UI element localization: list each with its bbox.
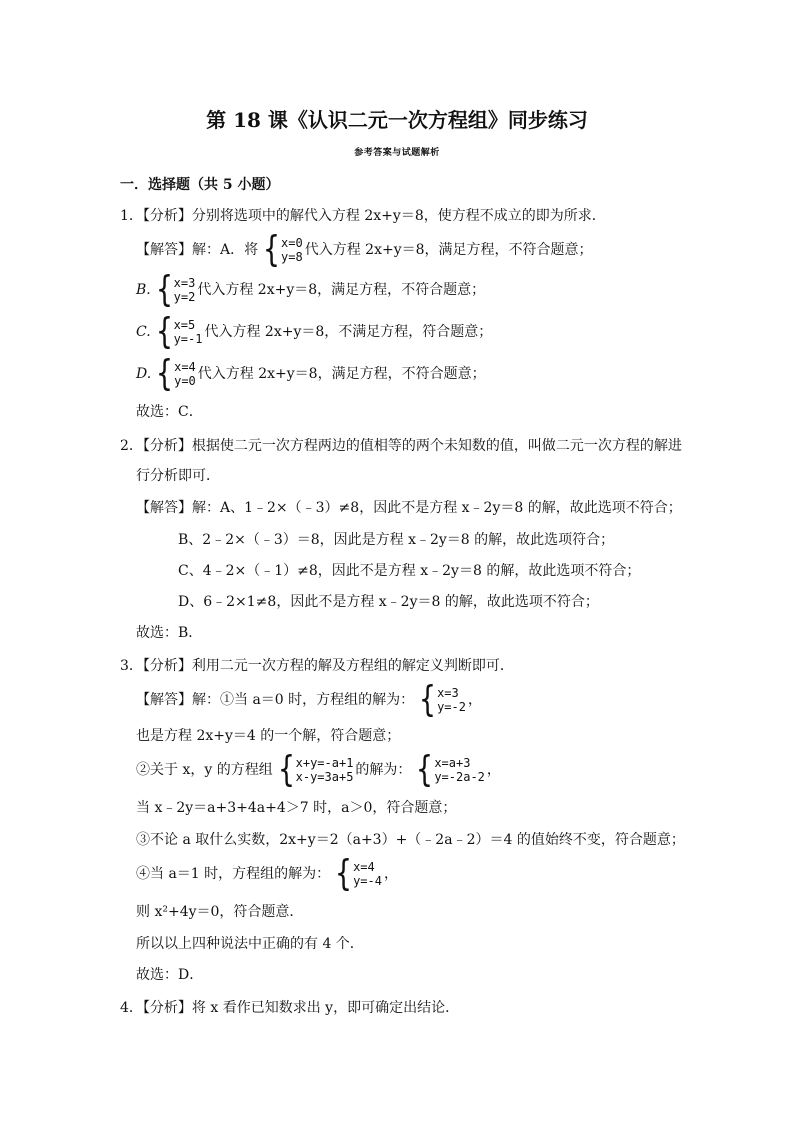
q1-c-pre: C. (136, 324, 151, 340)
brace-icon: { (155, 269, 173, 310)
solution-system (413, 749, 485, 790)
q1-analysis-text: 分别将选项中的解代入方程 2x+y＝8，使方程不成立的即为所求． (191, 208, 606, 224)
equation: y=-4 (353, 874, 382, 888)
q1-b-post: 代入方程 2x+y＝8，满足方程，不符合题意； (197, 282, 486, 298)
equation: x-y=3a+5 (295, 770, 354, 784)
q2-choose: 故选：B． (136, 625, 203, 641)
answer-tag: 【解答】 (136, 692, 192, 708)
equation: y=-2a-2 (434, 770, 485, 784)
q2-analysis-text: 根据使二元一次方程两边的值相等的两个未知数的值，叫做二元一次方程的解进 (191, 438, 682, 454)
q4-analysis-text: 将 x 看作已知数求出 y，即可确定出结论． (191, 1000, 460, 1016)
equation: y=2 (173, 290, 196, 304)
question-number: 3． (120, 658, 143, 674)
q3-s4-post: ， (383, 866, 398, 882)
equation: y=0 (174, 374, 196, 388)
analysis-tag: 【分析】 (142, 208, 192, 224)
q3-choose: 故选：D． (136, 967, 204, 983)
q1-choose: 故选：C． (136, 404, 203, 420)
q1-b-pre: B. (136, 282, 151, 298)
equation: x+y=-a+1 (295, 756, 354, 770)
q3-s2-pre: ②关于 x，y 的方程组 (136, 762, 273, 778)
q2-analysis-cont: 行分析即可． (136, 468, 220, 484)
equation-system (416, 679, 466, 720)
brace-icon: { (335, 853, 353, 894)
brace-icon: { (156, 353, 174, 394)
q1-c-post: 代入方程 2x+y＝8，不满足方程，符合题意； (204, 324, 493, 340)
brace-icon: { (416, 749, 434, 790)
equation-system (153, 353, 196, 394)
equation: x=0 (281, 236, 303, 250)
q1-answer-c (136, 311, 493, 352)
equation: x=3 (173, 276, 196, 290)
analysis-tag: 【分析】 (142, 1000, 192, 1016)
q1-analysis-line (120, 206, 606, 226)
equation: x=5 (173, 318, 196, 332)
q1-d-post: 代入方程 2x+y＝8，满足方程，不符合题意； (197, 366, 486, 382)
q3-summary: 所以以上四种说法中正确的有 4 个． (136, 936, 364, 952)
q1-d-pre: D. (136, 366, 152, 382)
q2-answer-b: B、2﹣2×（﹣3）＝8，因此是方程 x﹣2y＝8 的解，故此选项符合； (178, 532, 615, 548)
q3-statement-3: ③不论 a 取什么实数，2x+y＝2（a+3）+（﹣2a﹣2）＝4 的值始终不变，符合题意； (136, 832, 685, 848)
equation: x=4 (174, 360, 196, 374)
brace-icon: { (277, 749, 295, 790)
q2-answer-c: C、4﹣2×（﹣1）≠8，因此不是方程 x﹣2y＝8 的解，故此选项不符合； (178, 563, 641, 579)
q2-answer-a (136, 498, 682, 518)
q3-statement-1-cont: 也是方程 2x+y＝4 的一个解，符合题意； (136, 728, 401, 744)
equation-system (332, 853, 382, 894)
question-number: 2． (120, 438, 143, 454)
q2-analysis-line (120, 436, 682, 456)
q3-statement-4-cont: 则 x²+4y＝0，符合题意． (136, 904, 304, 920)
q1-a-pre: 解：A．将 (192, 242, 259, 258)
q1-answer-a (136, 229, 593, 270)
equation-system (260, 229, 303, 270)
equation: x=a+3 (434, 756, 471, 770)
q2-a-text: 解：A、1﹣2×（﹣3）≠8，因此不是方程 x﹣2y＝8 的解，故此选项不符合； (192, 500, 682, 516)
q3-statement-2-cont: 当 x﹣2y＝a+3+4a+4＞7 时，a＞0，符合题意； (136, 800, 457, 816)
q3-s1-post: ， (467, 692, 482, 708)
q3-s1-pre: 解：①当 a＝0 时，方程组的解为： (192, 692, 415, 708)
q4-analysis-line (120, 998, 459, 1018)
section-heading: 一．选择题（共 5 小题） (120, 177, 280, 193)
q1-answer-b (136, 269, 486, 310)
equation: x=3 (437, 686, 459, 700)
q3-s2-mid: 的解为： (355, 762, 412, 778)
equation-system (153, 269, 196, 310)
equation: x=4 (353, 860, 375, 874)
equation-system (153, 311, 203, 352)
brace-icon: { (262, 229, 281, 270)
q2-answer-d: D、6﹣2×1≠8，因此不是方程 x﹣2y＝8 的解，故此选项不符合； (178, 594, 599, 610)
q1-a-post: 代入方程 2x+y＝8，满足方程，不符合题意； (304, 242, 593, 258)
answer-tag: 【解答】 (136, 500, 192, 516)
equation-system (275, 749, 354, 790)
answer-tag: 【解答】 (136, 242, 192, 258)
page-subtitle: 参考答案与试题解析 (354, 148, 440, 158)
analysis-tag: 【分析】 (142, 658, 192, 674)
q1-answer-d (136, 353, 486, 394)
equation: y=8 (281, 250, 303, 264)
brace-icon: { (155, 311, 173, 352)
equation: y=-2 (437, 700, 466, 714)
question-number: 1． (120, 208, 143, 224)
analysis-tag: 【分析】 (142, 438, 192, 454)
q3-s4-pre: ④当 a＝1 时，方程组的解为： (136, 866, 331, 882)
q3-statement-4 (136, 853, 398, 894)
q3-analysis-text: 利用二元一次方程的解及方程组的解定义判断即可． (191, 658, 514, 674)
equation: y=-1 (173, 332, 203, 346)
page-title: 第 18 课《认识二元一次方程组》同步练习 (206, 108, 588, 132)
q3-analysis-line (120, 656, 514, 676)
q3-statement-2 (136, 749, 501, 790)
q3-s2-post: ， (486, 762, 501, 778)
q3-statement-1 (136, 679, 482, 720)
brace-icon: { (419, 679, 437, 720)
question-number: 4． (120, 1000, 143, 1016)
